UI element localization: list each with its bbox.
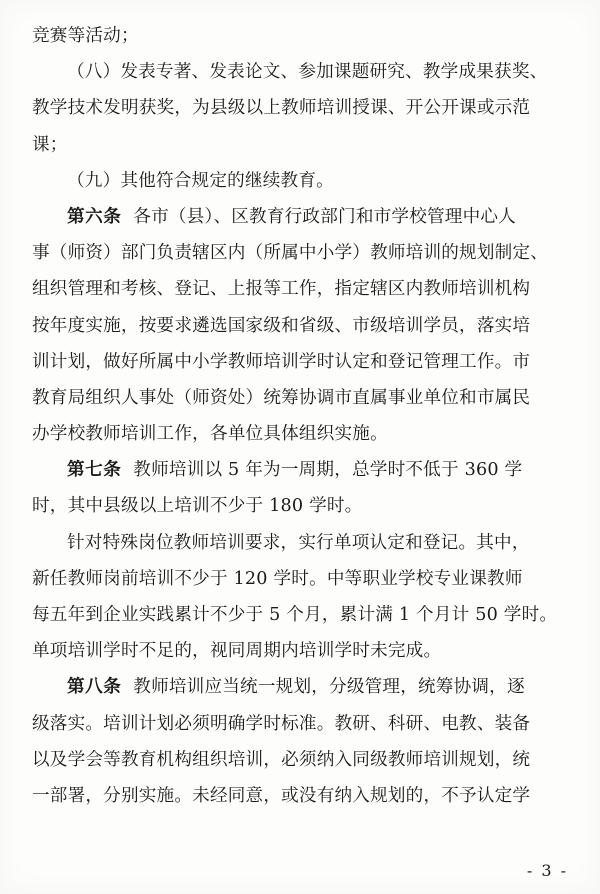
text-line — [32, 452, 572, 488]
text-line — [32, 778, 572, 814]
text-line — [32, 488, 572, 524]
text-line — [32, 308, 572, 344]
line-text: 事（师资）部门负责辖区内（所属中小学）教师培训的规划制定、 — [32, 243, 549, 264]
line-text: 办学校教师培训工作，各单位具体组织实施。 — [32, 424, 388, 445]
article-heading: 第六条 — [67, 206, 122, 227]
line-text: （八）发表专著、发表论文、参加课题研究、教学成果获奖、 — [67, 62, 548, 83]
text-line — [32, 561, 572, 597]
line-text: 单项培训学时不足的，视同周期内培训学时未完成。 — [32, 641, 442, 662]
line-text: 课； — [32, 134, 68, 155]
page-number: - 3 - — [526, 861, 568, 880]
line-text: 各市（县）、区教育行政部门和市学校管理中心人 — [133, 206, 516, 227]
line-text: 按年度实施，按要求遴选国家级和省级、市级培训学员，落实培 — [32, 315, 531, 336]
line-text: 教学技术发明获奖，为县级以上教师培训授课、开公开课或示范 — [32, 98, 531, 119]
text-line — [32, 706, 572, 742]
text-line — [32, 742, 572, 778]
document-body — [32, 18, 572, 814]
line-text: 时，其中县级以上培训不少于 180 学时。 — [32, 496, 363, 517]
line-text: 教育局组织人事处（师资处）统筹协调市直属事业单位和市属民 — [32, 387, 531, 408]
text-line — [32, 163, 572, 199]
line-text: 竞赛等活动； — [32, 26, 139, 46]
text-line — [32, 344, 572, 380]
text-line — [32, 633, 572, 669]
text-line — [32, 90, 572, 126]
text-line — [32, 380, 572, 416]
text-line — [32, 18, 572, 54]
text-line — [32, 271, 572, 307]
line-text: 以及学会等教育机构组织培训，必须纳入同级教师培训规划，统 — [32, 749, 531, 770]
text-line — [32, 199, 572, 235]
text-line — [32, 235, 572, 271]
line-text: 级落实。培训计划必须明确学时标准。教研、科研、电教、装备 — [32, 713, 531, 734]
article-heading: 第七条 — [67, 460, 122, 481]
line-text: 每五年到企业实践累计不少于 5 个月，累计满 1 个月计 50 学时。 — [32, 605, 558, 625]
line-text: 教师培训应当统一规划，分级管理，统筹协调，逐 — [133, 677, 525, 698]
line-text: （九）其他符合规定的继续教育。 — [67, 170, 334, 191]
line-text: 针对特殊岗位教师培训要求，实行单项认定和登记。其中， — [67, 532, 530, 553]
line-text: 训计划，做好所属中小学教师培训学时认定和登记管理工作。市 — [32, 351, 531, 372]
line-text: 新任教师岗前培训不少于 120 学时。中等职业学校专业课教师 — [32, 568, 523, 589]
text-line — [32, 416, 572, 452]
text-line — [32, 597, 572, 633]
text-line — [32, 54, 572, 90]
text-line — [32, 525, 572, 561]
text-line — [32, 669, 572, 705]
line-text: 教师培训以 5 年为一周期，总学时不低于 360 学 — [133, 460, 523, 481]
text-line — [32, 127, 572, 163]
line-text: 一部署，分别实施。未经同意，或没有纳入规划的，不予认定学 — [32, 785, 531, 806]
line-text: 组织管理和考核、登记、上报等工作，指定辖区内教师培训机构 — [32, 279, 531, 300]
article-heading: 第八条 — [67, 677, 122, 698]
